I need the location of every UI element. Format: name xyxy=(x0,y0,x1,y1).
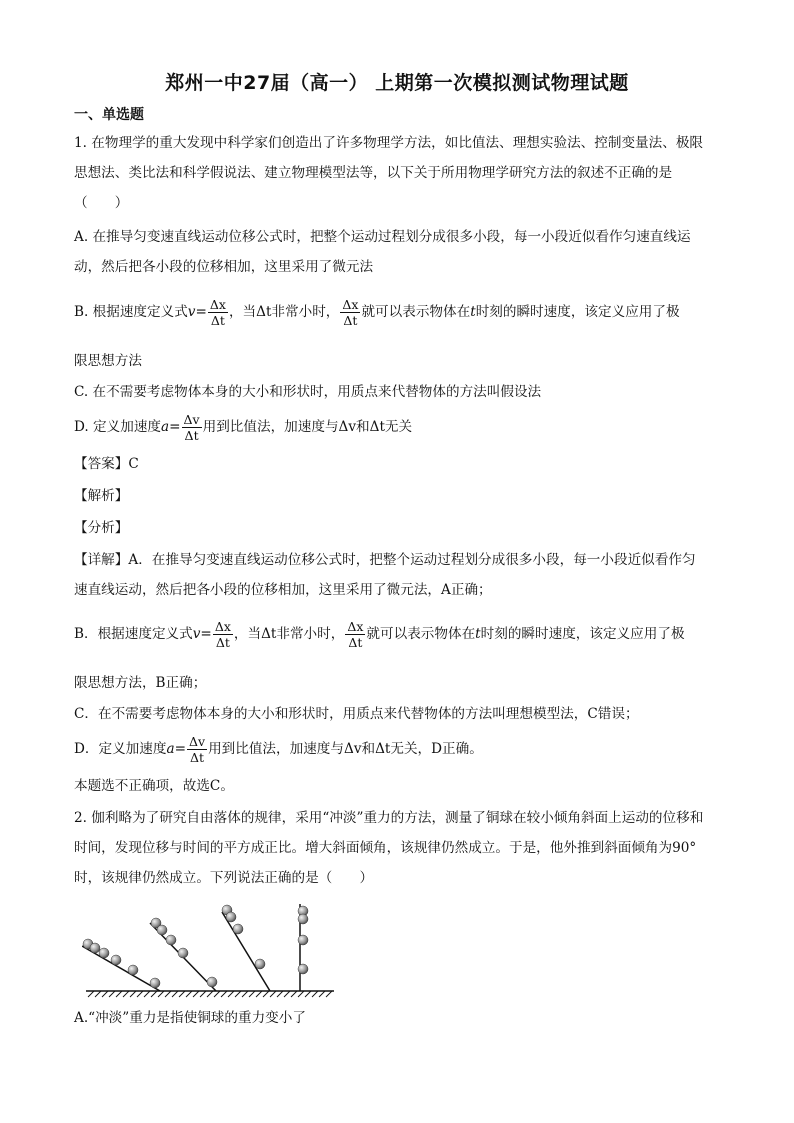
math: a= xyxy=(166,741,186,757)
analysis-label: 【解析】 xyxy=(74,488,129,504)
detail-b-line2: 限思想方法，B正确； xyxy=(74,675,207,691)
ground-hatching xyxy=(88,991,332,997)
fraction-dx-dt xyxy=(213,619,233,650)
answer-label: 【答案】C xyxy=(74,456,139,472)
text: D. 定义加速度 xyxy=(74,419,162,435)
q1-option-b-line1 xyxy=(74,297,680,328)
denominator: Δt xyxy=(184,428,199,443)
text: 时刻的瞬时速度，该定义应用了极 xyxy=(475,304,680,320)
q1-stem-line1: 1. 在物理学的重大发现中科学家们创造出了许多物理学方法，如比值法、理想实验法、控制变量法、极限 xyxy=(74,135,704,151)
fraction-dv-dt xyxy=(187,734,207,765)
inclined-plane-figure xyxy=(82,898,342,1006)
fraction-dv-dt xyxy=(182,412,202,443)
numerator: Δx xyxy=(347,619,364,634)
detail-d xyxy=(74,734,483,765)
math: v= xyxy=(187,304,207,320)
denominator: Δt xyxy=(343,313,358,328)
fraction-dx-dt xyxy=(345,619,365,650)
numerator: Δx xyxy=(214,619,231,634)
fraction-dx-dt xyxy=(340,297,360,328)
text: 就可以表示物体在 xyxy=(366,626,476,642)
q1-option-c: C. 在不需要考虑物体本身的大小和形状时，用质点来代替物体的方法叫假设法 xyxy=(74,384,542,400)
text: B．根据速度定义式 xyxy=(74,626,193,642)
text: 用到比值法，加速度与Δv和Δt无关 xyxy=(202,419,413,435)
numerator: Δx xyxy=(209,297,226,312)
q1-stem-bracket: （ ） xyxy=(74,195,129,211)
detail-b-line1 xyxy=(74,619,685,650)
fraction-dx-dt xyxy=(208,297,228,328)
q2-option-a: A.“冲淡”重力是指使铜球的重力变小了 xyxy=(74,1010,306,1026)
q1-option-a-line2: 动，然后把各小段的位移相加，这里采用了微元法 xyxy=(74,259,374,275)
numerator: Δx xyxy=(342,297,359,312)
balls-incline-3 xyxy=(222,905,265,969)
detail-c: C．在不需要考虑物体本身的大小和形状时，用质点来代替物体的方法叫理想模型法，C错误； xyxy=(74,706,639,722)
section-heading: 一、单选题 xyxy=(74,107,144,123)
balls-incline-1 xyxy=(83,939,160,988)
q1-option-a-line1: A. 在推导匀变速直线运动位移公式时，把整个运动过程划分成很多小段，每一小段近似看作匀速直线运 xyxy=(74,229,691,245)
math: a= xyxy=(161,419,181,435)
q1-stem-line2: 思想法、类比法和科学假说法、建立物理模型法等，以下关于所用物理学研究方法的叙述不正确的是 xyxy=(74,165,673,181)
q1-option-b-line2: 限思想方法 xyxy=(74,353,142,369)
denominator: Δt xyxy=(189,750,205,765)
detail-a-line2: 速直线运动，然后把各小段的位移相加，这里采用了微元法，A正确； xyxy=(74,582,492,598)
text: 时刻的瞬时速度，该定义应用了极 xyxy=(480,626,685,642)
conclusion: 本题选不正确项，故选C。 xyxy=(74,778,234,794)
breakdown-label: 【分析】 xyxy=(74,520,129,536)
q2-stem-line1: 2. 伽利略为了研究自由落体的规律，采用“冲淡”重力的方法，测量了铜球在较小倾角斜面上运动的位移和 xyxy=(74,810,704,826)
text: D．定义加速度 xyxy=(74,741,167,757)
denominator: Δt xyxy=(215,635,230,650)
denominator: Δt xyxy=(348,635,363,650)
numerator: Δv xyxy=(188,734,206,749)
incline-3 xyxy=(222,912,270,991)
math-t: t xyxy=(470,304,476,320)
math-t: t xyxy=(475,626,481,642)
text: ，当Δt非常小时， xyxy=(233,626,345,642)
text: 用到比值法，加速度与Δv和Δt无关，D正确。 xyxy=(208,741,483,757)
q1-option-d xyxy=(74,412,412,443)
text: B. 根据速度定义式 xyxy=(74,304,188,320)
text: 就可以表示物体在 xyxy=(361,304,471,320)
q2-stem-line2: 时间，发现位移与时间的平方成正比。增大斜面倾角，该规律仍然成立。于是，他外推到斜面倾角为90° xyxy=(74,840,697,856)
page-title: 郑州一中27届（高一） 上期第一次模拟测试物理试题 xyxy=(165,72,629,94)
text: ，当Δt非常小时， xyxy=(228,304,340,320)
math: v= xyxy=(192,626,212,642)
q2-stem-line3: 时，该规律仍然成立。下列说法正确的是（ ） xyxy=(74,870,374,886)
denominator: Δt xyxy=(210,313,225,328)
galileo-incline-diagram xyxy=(82,898,342,1002)
detail-a-line1: 【详解】A．在推导匀变速直线运动位移公式时，把整个运动过程划分成很多小段，每一小段近似看作匀 xyxy=(74,552,696,568)
balls-incline-2 xyxy=(151,918,217,987)
numerator: Δv xyxy=(183,412,200,427)
